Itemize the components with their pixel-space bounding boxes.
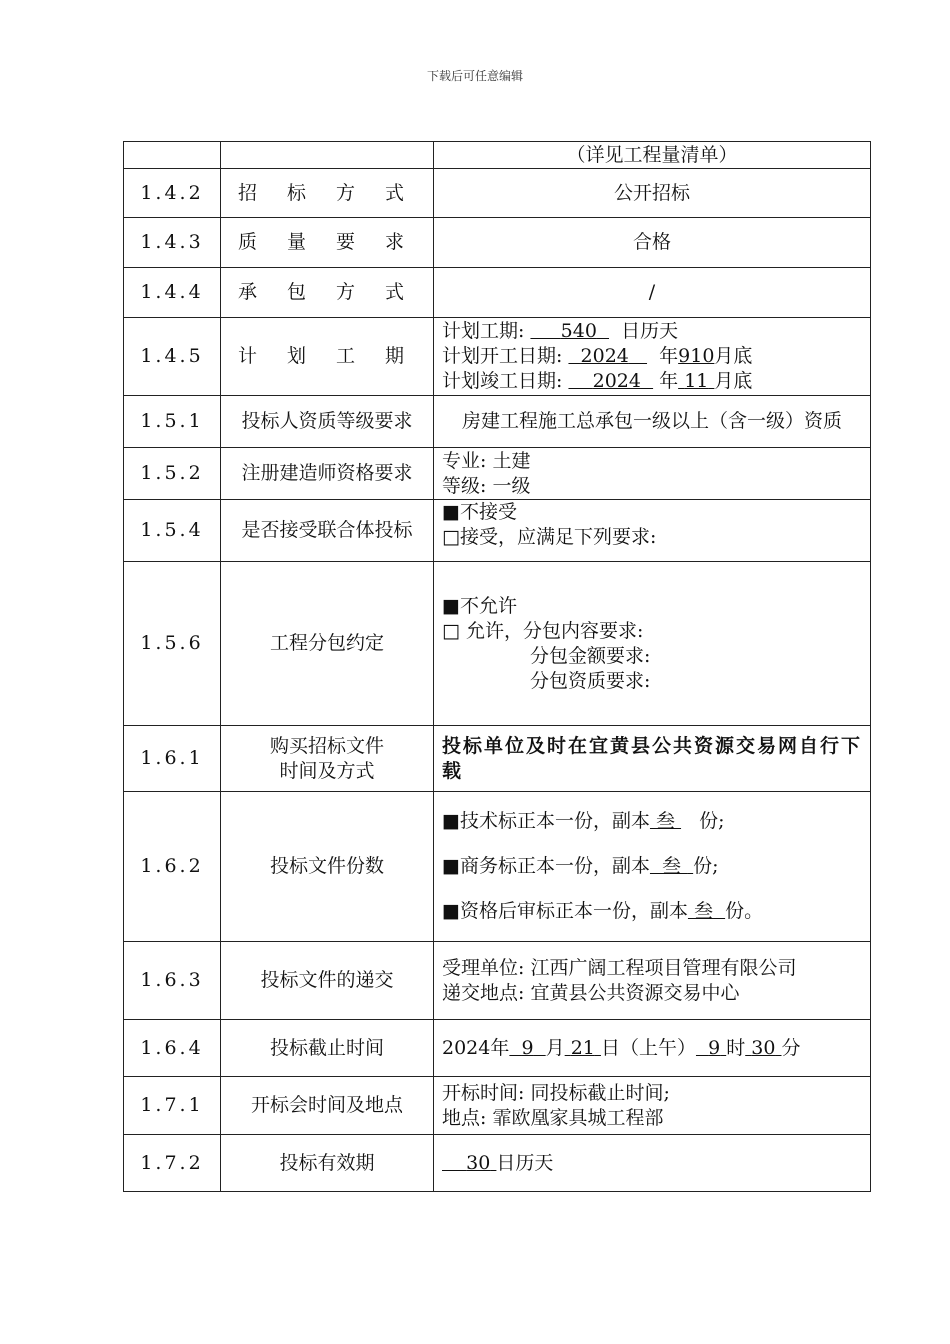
clause-value: 专业: 土建 等级: 一级 [434,448,871,500]
bid-info-table [123,141,871,1192]
clause-value [434,792,871,942]
clause-value: 合格 [434,218,871,268]
finish-month: 11 [684,370,709,392]
clause-name: 工程分包约定 [221,562,434,726]
clause-name: 投标有效期 [221,1135,434,1192]
table-row [124,792,871,942]
table-row [124,500,871,562]
deadline-value: 2024年 9 月 21 日（上午） 9 时 30 分 [434,1020,871,1077]
clause-number: 1.4.5 [124,318,221,396]
table-row [124,1020,871,1077]
clause-number: 1.4.2 [124,169,221,218]
table-row [124,218,871,268]
clause-number: 1.7.1 [124,1077,221,1135]
clause-number: 1.4.3 [124,218,221,268]
table-row [124,318,871,396]
option-accepted: □接受，应满足下列要求: [442,526,657,548]
clause-value: 开标时间: 同投标截止时间; 地点: 霏欧凰家具城工程部 [434,1077,871,1135]
clause-name: 投标截止时间 [221,1020,434,1077]
qualification-bid-copies: ■资格后审标正本一份，副本 叁 份。 [442,900,764,922]
planned-start-line: 计划开工日期: 2024 年910月底 [442,345,753,367]
clause-value: 公开招标 [434,169,871,218]
clause-name: 承 包 方 式 [221,268,434,318]
clause-number: 1.5.6 [124,562,221,726]
clause-name: 计 划 工 期 [221,318,434,396]
start-year: 2024 [580,345,629,367]
clause-value [434,500,871,562]
clause-number: 1.6.3 [124,942,221,1020]
clause-value: ■不允许 □ 允许，分包内容要求: 分包金额要求: 分包资质要求: [434,562,871,726]
table-row [124,142,871,169]
table-row [124,942,871,1020]
clause-number: 1.5.2 [124,448,221,500]
clause-number [124,142,221,169]
table-row [124,1135,871,1192]
clause-value: 投标单位及时在宜黄县公共资源交易网自行下载 [434,726,871,792]
table-row [124,268,871,318]
option-not-accepted: ■不接受 [442,501,517,523]
clause-name: 注册建造师资格要求 [221,448,434,500]
clause-name: 投标文件份数 [221,792,434,942]
clause-name: 质 量 要 求 [221,218,434,268]
table-row [124,396,871,448]
clause-number: 1.6.1 [124,726,221,792]
planned-finish-line: 计划竣工日期: 2024 年 11 月底 [442,370,753,392]
page-header: 下载后可任意编辑 [426,69,523,83]
clause-value: （详见工程量清单） [434,142,871,169]
finish-year: 2024 [592,370,641,392]
clause-value: 受理单位: 江西广阔工程项目管理有限公司 递交地点: 宜黄县公共资源交易中心 [434,942,871,1020]
clause-name: 投标文件的递交 [221,942,434,1020]
table-row [124,448,871,500]
clause-name: 招 标 方 式 [221,169,434,218]
table-row [124,1077,871,1135]
clause-number: 1.6.2 [124,792,221,942]
option-not-allowed: ■不允许 [442,594,517,617]
clause-value: 房建工程施工总承包一级以上（含一级）资质 [434,396,871,448]
commercial-bid-copies: ■商务标正本一份，副本 叁 份; [442,855,719,877]
clause-name: 投标人资质等级要求 [221,396,434,448]
table-row [124,562,871,726]
table-row [124,169,871,218]
clause-name: 开标会时间及地点 [221,1077,434,1135]
clause-number: 1.5.1 [124,396,221,448]
clause-name: 购买招标文件 时间及方式 [221,726,434,792]
planned-duration-line: 计划工期: 540 日历天 [442,320,679,342]
planned-duration-value: 540 [560,320,597,342]
clause-number: 1.6.4 [124,1020,221,1077]
option-allowed: □ 允许，分包内容要求: [442,619,644,642]
schedule-cell [434,318,871,396]
clause-number: 1.7.2 [124,1135,221,1192]
clause-number: 1.5.4 [124,500,221,562]
clause-name: 是否接受联合体投标 [221,500,434,562]
start-month: 910 [678,345,715,367]
clause-value: / [434,268,871,318]
clause-value: 30 日历天 [434,1135,871,1192]
table-row [124,726,871,792]
clause-name [221,142,434,169]
clause-number: 1.4.4 [124,268,221,318]
technical-bid-copies: ■技术标正本一份，副本 叁 份; [442,810,725,832]
